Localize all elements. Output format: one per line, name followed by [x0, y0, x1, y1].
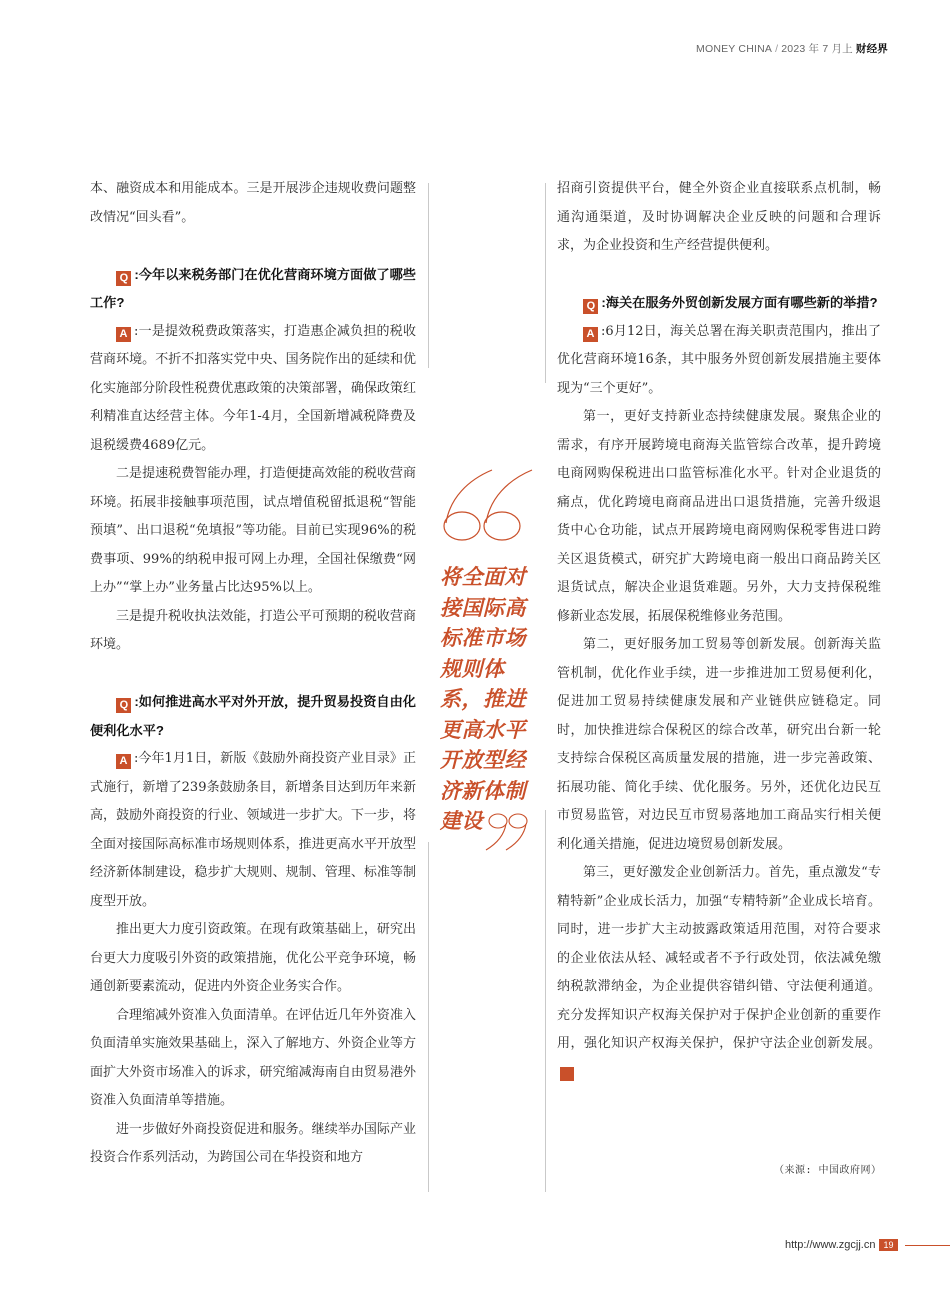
column-rule: [545, 810, 546, 1192]
question-text: :如何推进高水平对外开放，提升贸易投资自由化便利化水平?: [90, 694, 416, 738]
answer-text: :6月12日，海关总署在海关职责范围内，推出了优化营商环境16条，其中服务外贸创新发展措施主要体现为“三个更好”。: [557, 323, 881, 396]
source-note: （来源: 中国政府网）: [774, 1165, 882, 1176]
question: [90, 688, 416, 745]
left-column: [90, 175, 416, 1173]
paragraph: 合理缩减外资准入负面清单。在评估近几年外资准入负面清单实施效果基础上，深入了解地方、外资企业等方面扩大外资市场准入的诉求，研究缩减海南自由贸易港外资准入负面清单等措施。: [90, 1007, 416, 1108]
page-header: MONEY CHINA / 2023 年 7 月上 财经界: [696, 43, 888, 55]
paragraph: 第二，更好服务加工贸易等创新发展。创新海关监管机制，优化作业手续，进一步推进加工贸易便利化，促进加工贸易持续健康发展和产业链供应链稳定。同时，加快推进综合保税区的综合改革，研究出台新一轮支持综合保税区高质量发展的措施，进一步完善政策、拓展功能、简化手续、优化服务。另外，还优化边民互市贸易监管，对边民互市贸易落地加工商品实行相关便利化通关措施，促进边境贸易创新发展。: [557, 637, 881, 852]
paragraph: 进一步做好外商投资促进和服务。继续举办国际产业投资合作系列活动，为跨国公司在华投资和地方: [90, 1121, 416, 1165]
a-label: A: [116, 327, 131, 342]
paragraph: 推出更大力度引资政策。在现有政策基础上，研究出台更大力度吸引外资的政策措施，优化公平竞争环境，畅通创新要素流动，促进内外资企业务实合作。: [90, 922, 416, 994]
q-label: Q: [116, 698, 131, 713]
column-rule: [428, 183, 429, 368]
open-quote-icon: [440, 468, 540, 548]
answer: [557, 318, 881, 404]
paragraph: 本、融资成本和用能成本。三是开展涉企违规收费问题整改情况“回头看”。: [90, 181, 416, 225]
close-quote-icon: [484, 812, 530, 852]
question: [90, 261, 416, 318]
question: [557, 289, 881, 318]
pull-quote: 将全面对接国际高标准市场规则体系，推进更高水平开放型经济新体制建设: [440, 564, 526, 833]
q-label: Q: [583, 299, 598, 314]
magazine-name: MONEY CHINA: [696, 43, 773, 55]
website-url[interactable]: http://www.zgcjj.cn: [785, 1239, 876, 1251]
paragraph-text: 第三，更好激发企业创新活力。首先，重点激发“专精特新”企业成长活力，加强“专精特新”企业成长培育。同时，进一步扩大主动披露政策适用范围，对符合要求的企业依法从轻、减轻或者不予行政处罚，依法减免缴纳税款滞纳金，为企业提供容错纠错、守法便利通道。充分发挥知识产权海关保护对于保护企业创新的重要作用，强化知识产权海关保护，保护守法企业创新发展。: [557, 865, 881, 1051]
paragraph: 招商引资提供平台，健全外资企业直接联系点机制，畅通沟通渠道，及时协调解决企业反映的问题和合理诉求，为企业投资和生产经营提供便利。: [557, 181, 881, 253]
issue-date: 2023 年 7 月上: [781, 43, 853, 55]
a-label: A: [583, 327, 598, 342]
a-label: A: [116, 754, 131, 769]
paragraph: 三是提升税收执法效能，打造公平可预期的税收营商环境。: [90, 608, 416, 652]
answer: [90, 318, 416, 461]
paragraph: [557, 859, 881, 1087]
column-rule: [428, 842, 429, 1192]
section-name: 财经界: [855, 43, 888, 55]
page-footer: [785, 1239, 898, 1251]
footer-rule: [905, 1245, 950, 1246]
column-rule: [545, 183, 546, 383]
paragraph: 二是提速税费智能办理，打造便捷高效能的税收营商环境。拓展非接触事项范围，试点增值税留抵退税“智能预填”、出口退税“免填报”等功能。目前已实现96%的税费事项、99%的纳税申报可网上办理，全国社保缴费“网上办”“掌上办”业务量占比达95%以上。: [90, 466, 416, 595]
end-mark-icon: M: [560, 1067, 574, 1081]
q-label: Q: [116, 271, 131, 286]
right-column: [557, 175, 881, 1087]
question-text: :海关在服务外贸创新发展方面有哪些新的举措?: [601, 295, 878, 310]
page-number: 19: [879, 1239, 897, 1251]
answer-text: :一是提效税费政策落实，打造惠企减负担的税收营商环境。不折不扣落实党中央、国务院作出的延续和优化实施部分阶段性税费优惠政策的决策部署，确保政策红利精准直达经营主体。今年1-4月，全国新增减税降费及退税缓费4689亿元。: [90, 323, 416, 453]
answer-text: :今年1月1日，新版《鼓励外商投资产业目录》正式施行，新增了239条鼓励条目，新增条目达到历年来新高，鼓励外商投资的行业、领域进一步扩大。下一步，将全面对接国际高标准市场规则体系，推进更高水平开放型经济新体制建设，稳步扩大规则、规制、管理、标准等制度型开放。: [90, 751, 416, 909]
question-text: :今年以来税务部门在优化营商环境方面做了哪些工作?: [90, 266, 416, 310]
answer: [90, 745, 416, 916]
paragraph: 第一，更好支持新业态持续健康发展。聚焦企业的需求，有序开展跨境电商海关监管综合改革，提升跨境电商网购保税进出口监管标准化水平。针对企业退货的痛点，优化跨境电商商品进出口退货措施，完善升级退货中心仓功能，试点开展跨境电商网购保税零售进口跨关区退货模式，研究扩大跨境电商一般出口商品跨关区退货试点，解决企业退货难题。另外，大力支持保税维修新业态发展，拓展保税维修业务范围。: [557, 409, 881, 624]
